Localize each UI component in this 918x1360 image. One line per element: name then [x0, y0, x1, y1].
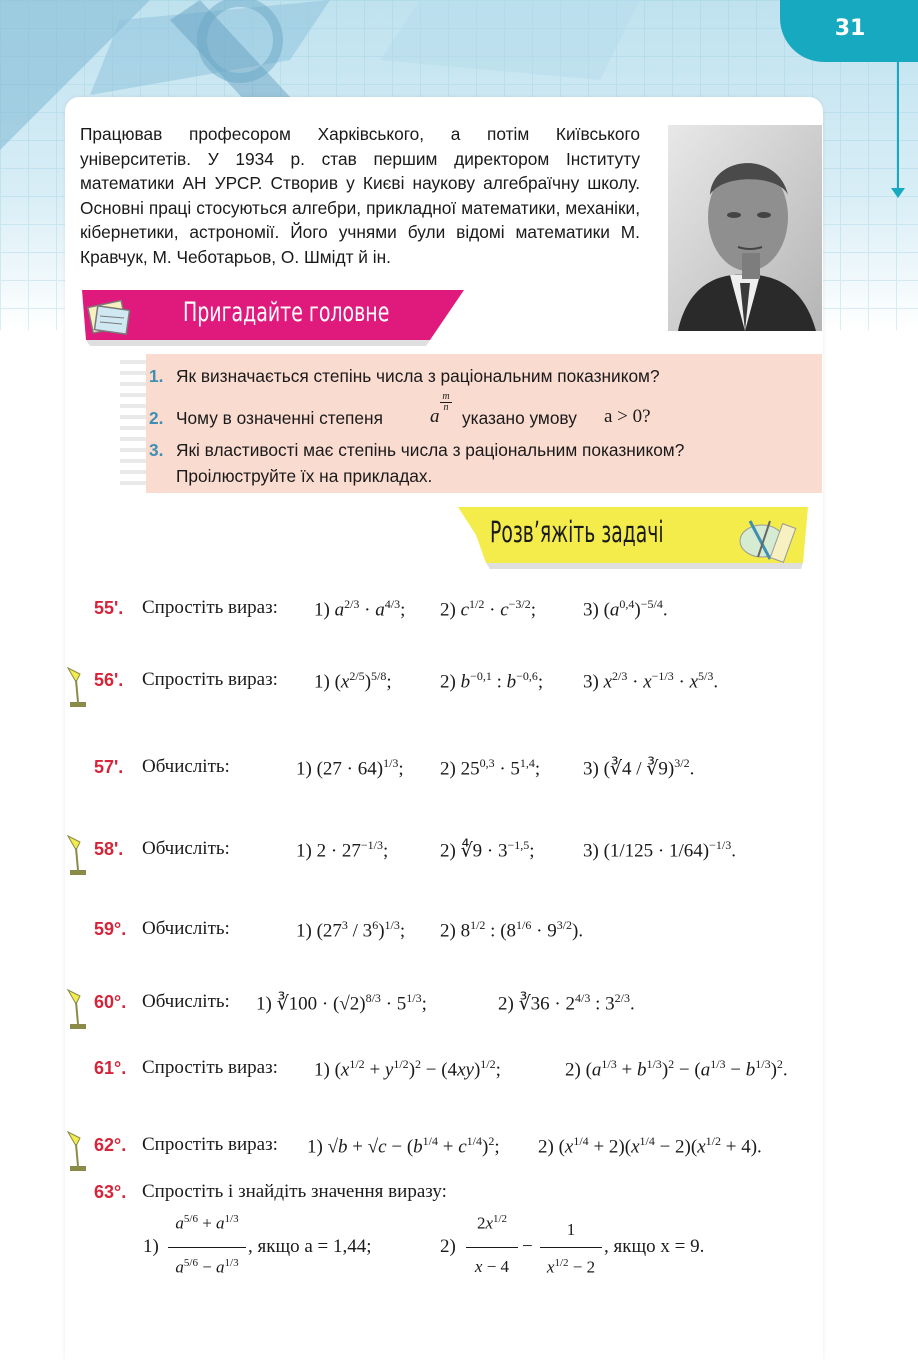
problem-text: Обчисліть:: [142, 918, 230, 939]
formula-63-1-condition: , якщо a = 1,44;: [248, 1236, 372, 1257]
formula-57-3: 3) (∛4 / ∛9)$^{3/2}$.: [583, 756, 695, 780]
tasks-banner-title: Розв’яжіть задачі: [490, 515, 664, 549]
formula-63-2-denominator-b: $x^{1/2} - 2$: [546, 1257, 596, 1277]
formula-63-1-numerator: $a^{5/6} + a^{1/3}$: [175, 1213, 239, 1233]
recall-banner-title: Пригадайте головне: [183, 297, 390, 328]
lamp-icon: [64, 986, 90, 1032]
formula-63-2-condition: , якщо x = 9.: [604, 1236, 705, 1257]
formula-63-2-denominator-a: x − 4: [474, 1257, 510, 1276]
problem-number: 61°.: [94, 1058, 127, 1078]
fraction-bar: [168, 1247, 246, 1248]
question-text: Проілюструйте їх на прикладах.: [176, 466, 433, 486]
portrait-photo: [668, 125, 822, 331]
formula-57-2: 2) $25^{0,3} \cdot 5^{1,4}$;: [440, 756, 541, 780]
problem-text: Спростіть вираз:: [142, 1057, 278, 1078]
problem-text: Спростіть вираз:: [142, 669, 278, 690]
problem-number: 58'.: [94, 839, 124, 859]
question-number: 2.: [149, 408, 164, 428]
margin-arrow-icon: [891, 188, 905, 198]
formula-55-3: 3) $(a^{0,4})^{-5/4}$.: [583, 597, 668, 621]
formula-60-2: 2) ∛36 · $2^{4/3}$ : $3^{2/3}$.: [498, 991, 635, 1015]
question-text: Як визначається степінь числа з раціональним показником?: [176, 366, 660, 386]
formula-63-1-denominator: $a^{5/6} - a^{1/3}$: [175, 1257, 239, 1277]
problem-number: 55'.: [94, 598, 124, 618]
formula-57-1: 1) $(27 \cdot 64)^{1/3}$;: [296, 756, 404, 780]
problem-number: 57'.: [94, 757, 124, 777]
formula-58-3: 3) $(1/125 \cdot 1/64)^{-1/3}$.: [583, 838, 736, 862]
formula-59-1: 1) $(27^3 / 3^6)^{1/3}$;: [296, 918, 406, 942]
formula-55-2: 2) $c^{1/2} \cdot c^{-3/2}$;: [440, 597, 537, 621]
question-text: Які властивості має степінь числа з раціональним показником?: [176, 440, 685, 460]
problem-number: 56'.: [94, 670, 124, 690]
problem-text: Спростіть вираз:: [142, 1134, 278, 1155]
page-number: 31: [834, 16, 866, 41]
lamp-icon: [64, 664, 90, 710]
problem-text: Спростіть і знайдіть значення виразу:: [142, 1181, 447, 1202]
problem-text: Обчисліть:: [142, 991, 230, 1012]
formula-55-1: 1) $a^{2/3} \cdot a^{4/3}$;: [314, 597, 406, 621]
formula-58-2: 2) ∜9 · $3^{-1,5}$;: [440, 838, 535, 862]
formula-56-1: 1) $(x^{2/5})^{5/8}$;: [314, 669, 392, 693]
formula-60-1: 1) ∛100 · $(√2)^{8/3} \cdot 5^{1/3}$;: [256, 991, 427, 1015]
problem-text: Спростіть вираз:: [142, 597, 278, 618]
formula-63-2-numerator-a: $2x^{1/2}$: [476, 1213, 508, 1233]
fraction-bar: [466, 1247, 518, 1248]
problem-number: 62°.: [94, 1135, 127, 1155]
formula-63-2-numerator-b: 1: [566, 1220, 576, 1239]
lamp-icon: [64, 832, 90, 878]
formula-63-2-minus: −: [522, 1236, 533, 1257]
question-number: 1.: [149, 366, 164, 386]
problem-number: 63°.: [94, 1182, 127, 1202]
problem-text: Обчисліть:: [142, 838, 230, 859]
formula-61-2: 2) $(a^{1/3} + b^{1/3})^2 - (a^{1/3} - b^{1/3})^2$.: [565, 1057, 788, 1081]
margin-line: [897, 60, 899, 190]
formula-62-1: 1) $√b + √c - (b^{1/4} + c^{1/4})^2$;: [307, 1134, 500, 1158]
fraction-bar: [540, 1247, 602, 1248]
question-text: указано умову: [462, 408, 577, 428]
biography-text: Працював професором Харківського, а потім Київського університетів. У 1934 р. став першим директором Інституту математики АН УРСР. Створив у Києві наукову алгебраїчну школу. Основні праці стосуються алгебри, прикладної математики, механіки, кібернетики, астрономії. Його учнями були відомі математики М. Кравчук, М. Чеботарьов, О. Шмідт й ін.: [80, 124, 640, 267]
problem-text: Обчисліть:: [142, 756, 230, 777]
formula-63-1-label: 1): [143, 1236, 159, 1257]
problem-number: 59°.: [94, 919, 127, 939]
formula-63-2-label: 2): [440, 1236, 456, 1257]
lamp-icon: [64, 1128, 90, 1174]
question-formula: a: [430, 406, 440, 427]
formula-62-2: 2) $(x^{1/4} + 2)(x^{1/4} - 2)(x^{1/2} + 4)$.: [538, 1134, 762, 1158]
formula-59-2: 2) $8^{1/2}$ : $(8^{1/6} \cdot 9^{3/2})$.: [440, 918, 584, 942]
formula-58-1: 1) $2 \cdot 27^{-1/3}$;: [296, 838, 389, 862]
question-number: 3.: [149, 440, 164, 460]
question-text: Чому в означенні степеня: [176, 408, 383, 428]
question-condition: a > 0?: [604, 406, 651, 427]
formula-61-1: 1) $(x^{1/2} + y^{1/2})^2 - (4xy)^{1/2}$;: [314, 1057, 501, 1081]
formula-56-3: 3) $x^{2/3} \cdot x^{-1/3} \cdot x^{5/3}$.: [583, 669, 719, 693]
formula-56-2: 2) $b^{-0,1}$ : $b^{-0,6}$;: [440, 669, 544, 693]
question-formula-exponent: m n: [440, 392, 452, 413]
problem-number: 60°.: [94, 992, 127, 1012]
notebook-spiral-strip: [120, 360, 146, 492]
